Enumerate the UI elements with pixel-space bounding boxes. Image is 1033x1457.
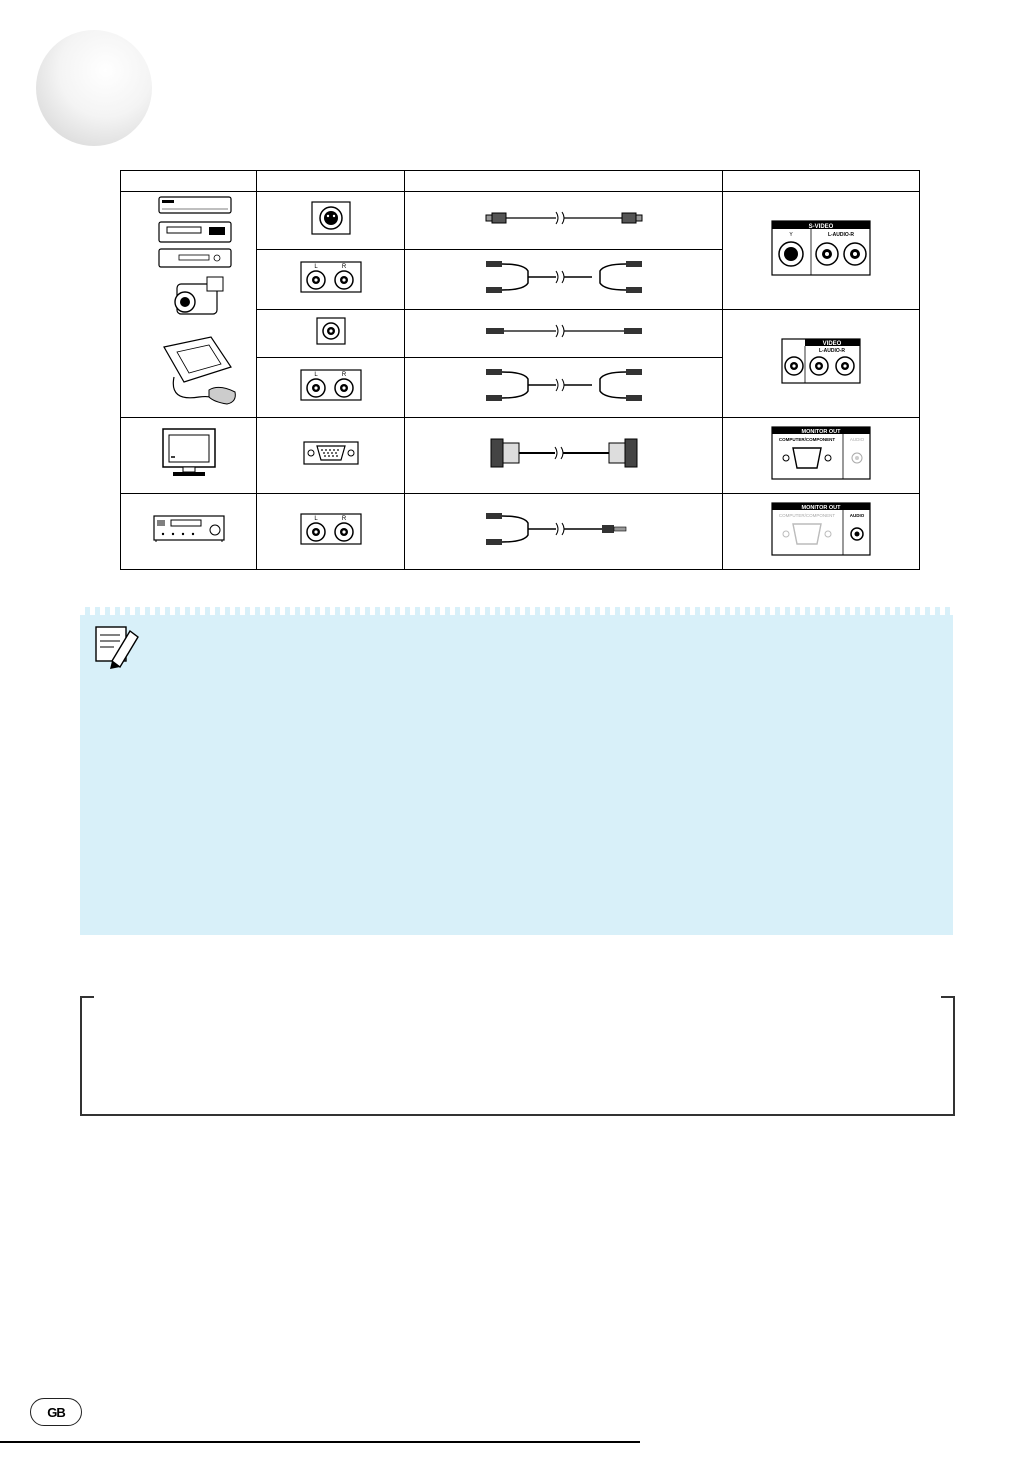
monitor-audio-panel-audio: AUDIO — [849, 513, 865, 518]
amplifier-icon — [153, 514, 225, 544]
note-box — [80, 607, 953, 935]
monitor-audio-panel-title: MONITOR OUT — [801, 505, 841, 511]
s-video-cable-icon — [484, 208, 644, 228]
bottom-rule — [0, 1441, 640, 1443]
rca-to-minijack-cable-icon — [484, 509, 644, 549]
note-pencil-icon — [90, 621, 146, 669]
header-cable — [405, 171, 722, 192]
note-dashed-border — [80, 607, 953, 615]
video-sub-audio: L-AUDIO-R — [818, 348, 845, 354]
gb-language-badge: GB — [30, 1398, 82, 1426]
monitor-panel-audio: AUDIO — [849, 437, 864, 442]
rca-video-cable-icon — [484, 321, 644, 341]
monitor-device-cell — [121, 418, 257, 494]
header-terminal — [257, 171, 405, 192]
audio-cable-cell — [405, 358, 722, 418]
monitor-audio-panel-computer: COMPUTER/COMPONENT — [778, 513, 835, 518]
monitor-out-audio-panel-icon — [771, 502, 871, 556]
s-video-jack-icon — [311, 201, 351, 235]
jack-l-label: L — [314, 516, 318, 522]
vga-cable-icon — [489, 433, 639, 473]
monitor-panel-computer: COMPUTER/COMPONENT — [778, 437, 835, 442]
reference-box — [80, 996, 955, 1116]
video-port-cell — [257, 310, 405, 358]
table-header-row — [121, 171, 920, 192]
monitor-out-panel-icon — [771, 426, 871, 480]
monitor-icon — [159, 427, 219, 479]
table-row — [121, 494, 920, 570]
header-projector-terminal — [722, 171, 919, 192]
video-source-devices-icon — [129, 192, 249, 412]
vga-cable-cell — [405, 418, 722, 494]
video-panel-cell — [722, 310, 919, 418]
table-row — [121, 192, 920, 250]
audio-port-cell — [257, 250, 405, 310]
audio-cable-cell — [405, 250, 722, 310]
jack-r-label: R — [341, 516, 346, 522]
vga-port-cell — [257, 418, 405, 494]
audio-mini-cable-cell — [405, 494, 722, 570]
jack-l-label: L — [314, 372, 318, 378]
audio-port-cell — [257, 494, 405, 570]
audio-lr-jacks-icon — [300, 261, 362, 293]
video-panel-title: VIDEO — [822, 341, 842, 347]
connection-table — [120, 170, 920, 570]
header-equipment — [121, 171, 257, 192]
s-video-sub-audio: L-AUDIO-R — [827, 232, 854, 238]
vga-jack-icon — [303, 441, 359, 465]
amplifier-device-cell — [121, 494, 257, 570]
video-panel-icon — [781, 338, 861, 384]
s-video-panel-cell — [722, 192, 919, 310]
s-video-panel-title: S-VIDEO — [808, 224, 834, 230]
audio-port-cell — [257, 358, 405, 418]
rca-audio-cable-icon — [484, 365, 644, 405]
jack-r-label: R — [341, 372, 346, 378]
s-video-port-cell — [257, 192, 405, 250]
monitor-panel-title: MONITOR OUT — [801, 429, 841, 435]
video-jack-icon — [316, 317, 346, 345]
jack-r-label: R — [341, 264, 346, 270]
s-video-cable-cell — [405, 192, 722, 250]
monitor-out-audio-panel-cell — [722, 494, 919, 570]
video-devices-cell — [121, 192, 257, 418]
monitor-out-panel-cell — [722, 418, 919, 494]
table-row — [121, 418, 920, 494]
audio-lr-jacks-icon — [300, 513, 362, 545]
s-video-sub-y: Y — [789, 232, 793, 238]
jack-l-label: L — [314, 264, 318, 270]
video-cable-cell — [405, 310, 722, 358]
rca-audio-cable-icon — [484, 257, 644, 297]
audio-lr-jacks-icon — [300, 369, 362, 401]
section-decor-circle — [36, 30, 152, 146]
s-video-panel-icon — [771, 220, 871, 276]
